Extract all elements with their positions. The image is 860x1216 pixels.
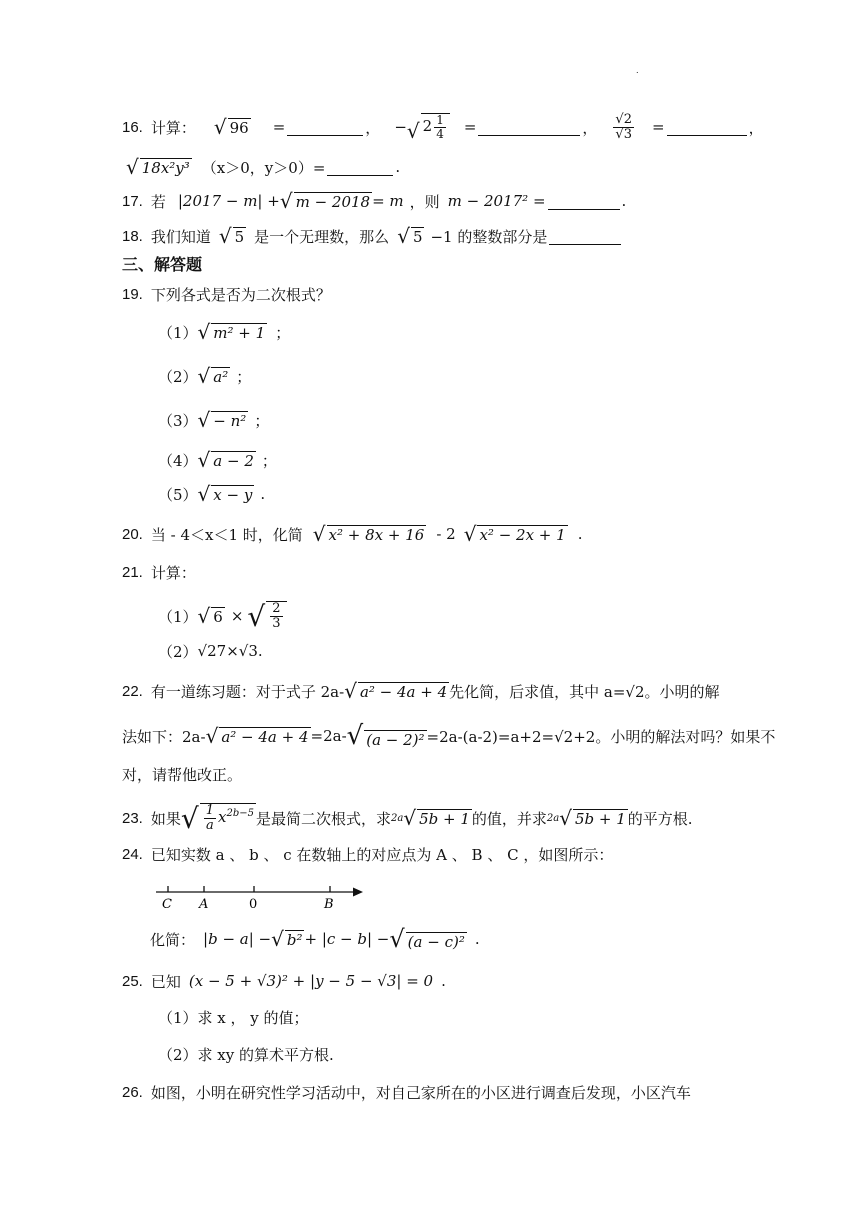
answer-blank[interactable] — [327, 159, 393, 176]
radical-expression: √ 18x²y³ — [126, 155, 190, 179]
question-number: 25. — [122, 972, 143, 990]
text: 是最简二次根式，求 — [255, 809, 391, 828]
item-label: （1） — [158, 607, 198, 626]
lead-text: 计算： — [150, 118, 196, 137]
text: 当 - 4＜x＜1 时，化简 — [150, 525, 303, 544]
text: 的值，并求 — [471, 809, 547, 828]
text: 已知 — [150, 972, 181, 991]
question-number: 21. — [122, 563, 143, 581]
question-25 — [122, 967, 446, 995]
radical-expression: √ 5b + 1 — [559, 806, 626, 830]
radical-expression: √ (a − c)² — [389, 925, 465, 953]
question-23 — [122, 800, 693, 836]
period: . — [577, 525, 583, 543]
root-index: 2a — [546, 812, 560, 824]
question-number: 19. — [122, 285, 143, 303]
radical-expression: √ a − 2 — [197, 448, 254, 472]
math-expression: √27×√3. — [197, 642, 263, 660]
question-18 — [122, 222, 623, 250]
answer-blank[interactable] — [549, 228, 621, 245]
question-number: 22. — [122, 682, 143, 700]
question-24-simplify — [150, 925, 480, 953]
minus-sign: − — [394, 118, 407, 136]
number-line-figure — [150, 878, 370, 910]
item-label: （1） — [158, 323, 198, 342]
item-label: （2） — [158, 642, 198, 661]
condition-text: （x＞0，y＞0）= — [201, 158, 326, 177]
question-19 — [122, 280, 331, 308]
question-number: 26. — [122, 1083, 143, 1101]
period: . — [441, 972, 446, 990]
question-title: 下列各式是否为二次根式？ — [150, 285, 331, 304]
equals-sign: = — [463, 118, 477, 136]
arrow-head-icon — [353, 888, 363, 897]
item-label: （2） — [158, 367, 198, 386]
math-expression: (x − 5 + √3)² + |y − 5 − √3| = 0 — [188, 972, 434, 990]
radical-expression: √ b² — [271, 927, 303, 951]
radical-expression: √ x² + 8x + 16 — [312, 522, 425, 546]
radical-expression: √ x − y — [197, 482, 253, 506]
period: . — [474, 930, 480, 948]
separator: ， — [365, 118, 381, 137]
question-number: 18. — [122, 227, 143, 245]
point-label-c: C — [162, 897, 172, 910]
radical-expression: √ m − 2018 — [279, 189, 371, 213]
answer-blank[interactable] — [287, 119, 363, 136]
radical-expression: √ 96 — [213, 115, 249, 139]
radical-expression: √ $\frac{2}{3}$ — [247, 601, 286, 630]
period: . — [395, 158, 401, 176]
q25-item — [158, 1003, 309, 1031]
text: 已知实数 a 、 b 、 c 在数轴上的对应点为 A 、 B 、 C ，如图所示： — [150, 845, 614, 864]
answer-blank[interactable] — [548, 193, 620, 210]
question-22-line3 — [122, 760, 242, 788]
question-number: 24. — [122, 845, 143, 863]
q19-item — [158, 318, 290, 346]
item-text: （1）求 x ， y 的值； — [158, 1008, 309, 1027]
text: 我们知道 — [150, 227, 211, 246]
item-text: （2）求 xy 的算术平方根. — [158, 1045, 334, 1064]
q25-item — [158, 1040, 334, 1068]
section-heading: 三、解答题 — [122, 255, 203, 274]
question-number: 23. — [122, 809, 143, 827]
punct: ； — [254, 411, 270, 430]
punct: ； — [275, 323, 291, 342]
radical-expression: √ a² — [197, 364, 229, 388]
q19-item — [158, 480, 265, 508]
q19-item — [158, 446, 277, 474]
math-expression: = m — [372, 192, 404, 210]
punct: ； — [236, 367, 252, 386]
question-21 — [122, 558, 196, 586]
question-22 — [122, 677, 720, 705]
radical-expression: √ 5b + 1 — [403, 806, 470, 830]
item-label: （3） — [158, 411, 198, 430]
text: −1 的整数部分是 — [430, 227, 548, 246]
question-20 — [122, 520, 582, 548]
radical-expression: √ 5 — [397, 224, 423, 248]
corner-mark: . — [636, 66, 639, 75]
point-label-a: A — [199, 897, 209, 910]
question-number: 16. — [122, 118, 143, 136]
point-label-b: B — [324, 897, 334, 910]
math-expression: |b − a| − — [203, 930, 272, 948]
separator: ， — [582, 118, 598, 137]
radical-expression: √ x² − 2x + 1 — [463, 522, 566, 546]
q19-item — [158, 362, 251, 390]
text: 先化简，后求值，其中 a=√2。小明的解 — [449, 682, 720, 701]
text: 如图，小明在研究性学习活动中，对自己家所在的小区进行调查后发现，小区汽车 — [150, 1083, 691, 1102]
text: 对，请帮他改正。 — [122, 765, 243, 784]
question-16 — [122, 113, 764, 141]
operator: × — [230, 607, 244, 625]
question-17 — [122, 187, 626, 215]
separator: ， — [748, 118, 764, 137]
text: 是一个无理数，那么 — [254, 227, 390, 246]
radical-expression: √ 2 $\frac{1}{4}$ — [407, 113, 450, 140]
text: 化简： — [150, 930, 196, 949]
item-label: （5） — [158, 485, 198, 504]
question-26 — [122, 1078, 691, 1106]
question-title: 计算： — [150, 563, 196, 582]
radical-expression: √ $\frac{1}{a}$ $x^{2b-5}$ — [180, 801, 254, 835]
question-22-line2 — [122, 722, 775, 750]
punct: . — [260, 485, 266, 503]
answer-blank[interactable] — [478, 119, 580, 136]
text: - 2 — [436, 525, 456, 543]
radical-expression: √ (a − 2)² — [346, 721, 425, 751]
lead-text: 若 — [150, 192, 166, 211]
root-index: 2a — [391, 812, 404, 824]
text: =2a- — [310, 727, 347, 745]
answer-blank[interactable] — [667, 119, 747, 136]
q21-item — [158, 637, 263, 665]
question-number: 17. — [122, 192, 143, 210]
period: . — [621, 192, 627, 210]
question-16-line2 — [126, 153, 400, 181]
radical-expression: √ a² − 4a + 4 — [344, 679, 448, 703]
math-expression: m − 2017² = — [447, 192, 546, 210]
text: 有一道练习题：对于式子 2a- — [150, 682, 345, 701]
fraction: $\frac{√2}{√3}$ — [615, 111, 632, 142]
equals-sign: = — [651, 118, 665, 136]
radical-expression: √ m² + 1 — [197, 320, 266, 344]
mid-text: ，则 — [409, 192, 440, 211]
point-label-origin: 0 — [249, 897, 258, 910]
question-number: 20. — [122, 525, 143, 543]
math-expression: + |c − b| − — [304, 930, 390, 948]
text: 如果 — [150, 809, 181, 828]
q19-item — [158, 406, 269, 434]
q21-item — [158, 596, 287, 636]
radical-expression: √ 6 — [197, 604, 223, 628]
equals-sign: = — [272, 118, 286, 136]
radical-expression: √ − n² — [197, 408, 247, 432]
item-label: （4） — [158, 451, 198, 470]
punct: ； — [261, 451, 277, 470]
text: 法如下：2a- — [122, 727, 206, 746]
radical-expression: √ 5 — [218, 224, 245, 248]
text: =2a-(a-2)=a+2=√2+2。小明的解法对吗？如果不 — [426, 727, 776, 746]
math-expression: |2017 − m| + — [177, 192, 280, 210]
question-24 — [122, 840, 613, 868]
text: 的平方根. — [627, 809, 693, 828]
radical-expression: √ a² − 4a + 4 — [205, 724, 309, 748]
